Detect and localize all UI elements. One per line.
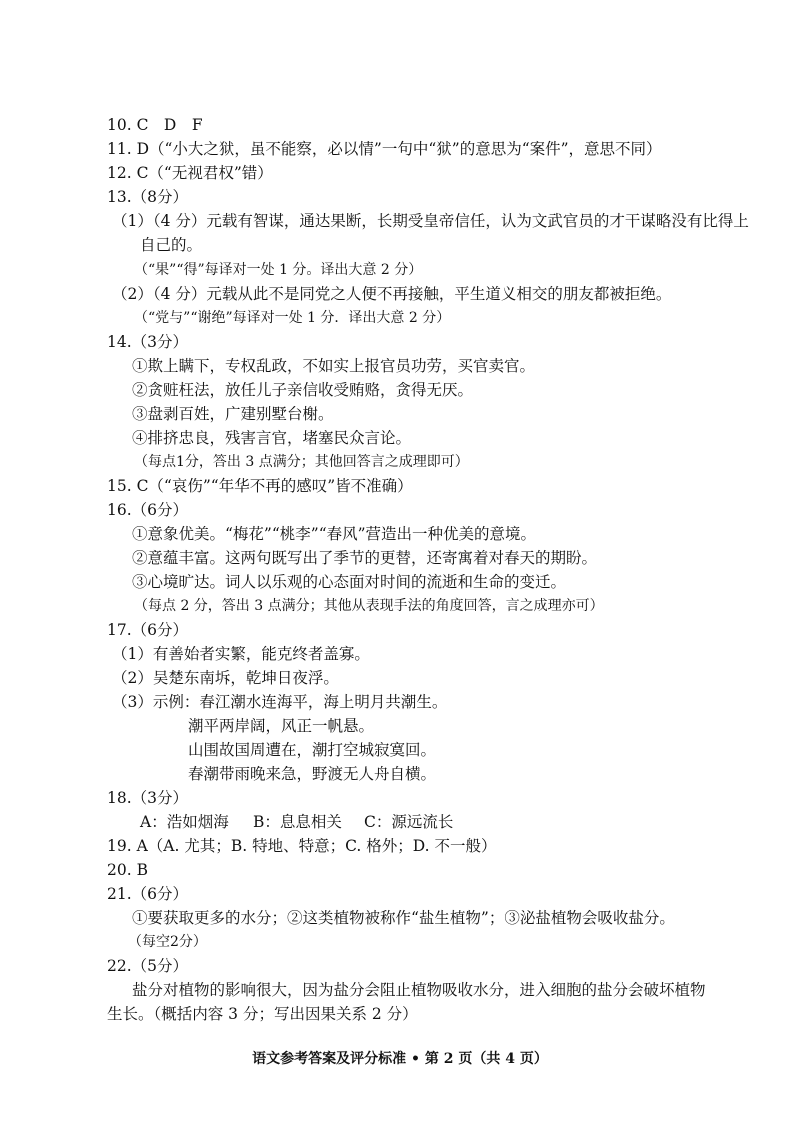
answer-17-3-example-4: 春潮带雨晚来急，野渡无人舟自横。: [188, 765, 437, 783]
answer-22-header: 22.（5分）: [107, 957, 189, 975]
answer-14-point-2: ②贪赃枉法，放任儿子亲信收受贿赂，贪得无厌。: [132, 381, 474, 399]
answer-16-scoring: （每点 2 分，答出 3 点满分；其他从表现手法的角度回答，言之成理亦可）: [134, 598, 604, 614]
answer-15: 15. C（“哀伤”“年华不再的感叹”皆不准确）: [107, 477, 413, 495]
answer-17-1: （1）有善始者实繁，能克终者盖寡。: [112, 645, 370, 663]
answer-17-3-example-3: 山围故国周遭在，潮打空城寂寞回。: [188, 741, 437, 759]
answer-20: 20. B: [107, 861, 148, 879]
answer-17-header: 17.（6分）: [107, 621, 189, 639]
answer-22-body-cont: 生长。（概括内容 3 分；写出因果关系 2 分）: [107, 1005, 418, 1023]
answer-18-option-b: B：息息相关: [253, 813, 342, 831]
answer-14-point-4: ④排挤忠良，残害言官，堵塞民众言论。: [132, 429, 412, 447]
answer-17-3: （3）示例：春江潮水连海平，海上明月共潮生。: [112, 693, 448, 711]
answer-18-header: 18.（3分）: [107, 789, 189, 807]
answer-16-header: 16.（6分）: [107, 501, 189, 519]
answer-22-body: 盐分对植物的影响很大，因为盐分会阻止植物吸收水分，进入细胞的盐分会破坏植物: [132, 981, 706, 999]
answer-16-point-1: ①意象优美。“梅花”“桃李”“春风”营造出一种优美的意境。: [132, 525, 537, 543]
answer-16-point-2: ②意蕴丰富。这两句既写出了季节的更替，还寄寓着对春天的期盼。: [132, 549, 598, 567]
answer-12: 12. C（“无视君权”错）: [107, 164, 273, 182]
answer-13-1: （1）（4 分）元载有智谋，通达果断，长期受皇帝信任，认为文武官员的才干谋略没有比得上: [112, 212, 749, 230]
answer-16-point-3: ③心境旷达。词人以乐观的心态面对时间的流逝和生命的变迁。: [132, 573, 567, 591]
answer-13-header: 13.（8分）: [107, 188, 189, 206]
answer-17-3-example-2: 潮平两岸阔，风正一帆悬。: [188, 717, 375, 735]
answer-10: 10. C D F: [107, 116, 203, 134]
answer-21-body: ①要获取更多的水分；②这类植物被称作“盐生植物”；③泌盐植物会吸收盐分。: [132, 909, 675, 927]
answer-19: 19. A（A. 尤其；B. 特地、特意；C. 格外；D. 不一般）: [107, 837, 497, 855]
page-footer: 语文参考答案及评分标准 • 第 2 页（共 4 页）: [252, 1051, 548, 1067]
answer-18-option-a: A：浩如烟海: [140, 813, 229, 831]
answer-13-2: （2）（4 分）元载从此不是同党之人便不再接触，平生道义相交的朋友都被拒绝。: [112, 285, 672, 303]
answer-14-point-3: ③盘剥百姓，广建别墅台榭。: [132, 405, 334, 423]
answer-14-scoring: （每点1分，答出 3 点满分；其他回答言之成理即可）: [134, 454, 469, 470]
answer-21-header: 21.（6分）: [107, 885, 189, 903]
answer-13-1-cont: 自己的。: [140, 236, 203, 254]
answer-11: 11. D（“小大之狱，虽不能察，必以情”一句中“狱”的意思为“案件”，意思不同）: [107, 140, 662, 158]
answer-18-option-c: C：源远流长: [364, 813, 454, 831]
answer-14-header: 14.（3分）: [107, 333, 189, 351]
answer-17-2: （2）吴楚东南坼，乾坤日夜浮。: [112, 669, 339, 687]
answer-21-scoring: （每空2分）: [128, 934, 207, 950]
answer-14-point-1: ①欺上瞒下，专权乱政，不如实上报官员功劳，买官卖官。: [132, 357, 536, 375]
answer-13-1-scoring: （“果”“得”每译对一处 1 分。译出大意 2 分）: [134, 262, 423, 278]
answer-18-options: [140, 812, 453, 832]
answer-13-2-scoring: （“党与”“谢绝”每译对一处 1 分．译出大意 2 分）: [134, 310, 451, 326]
